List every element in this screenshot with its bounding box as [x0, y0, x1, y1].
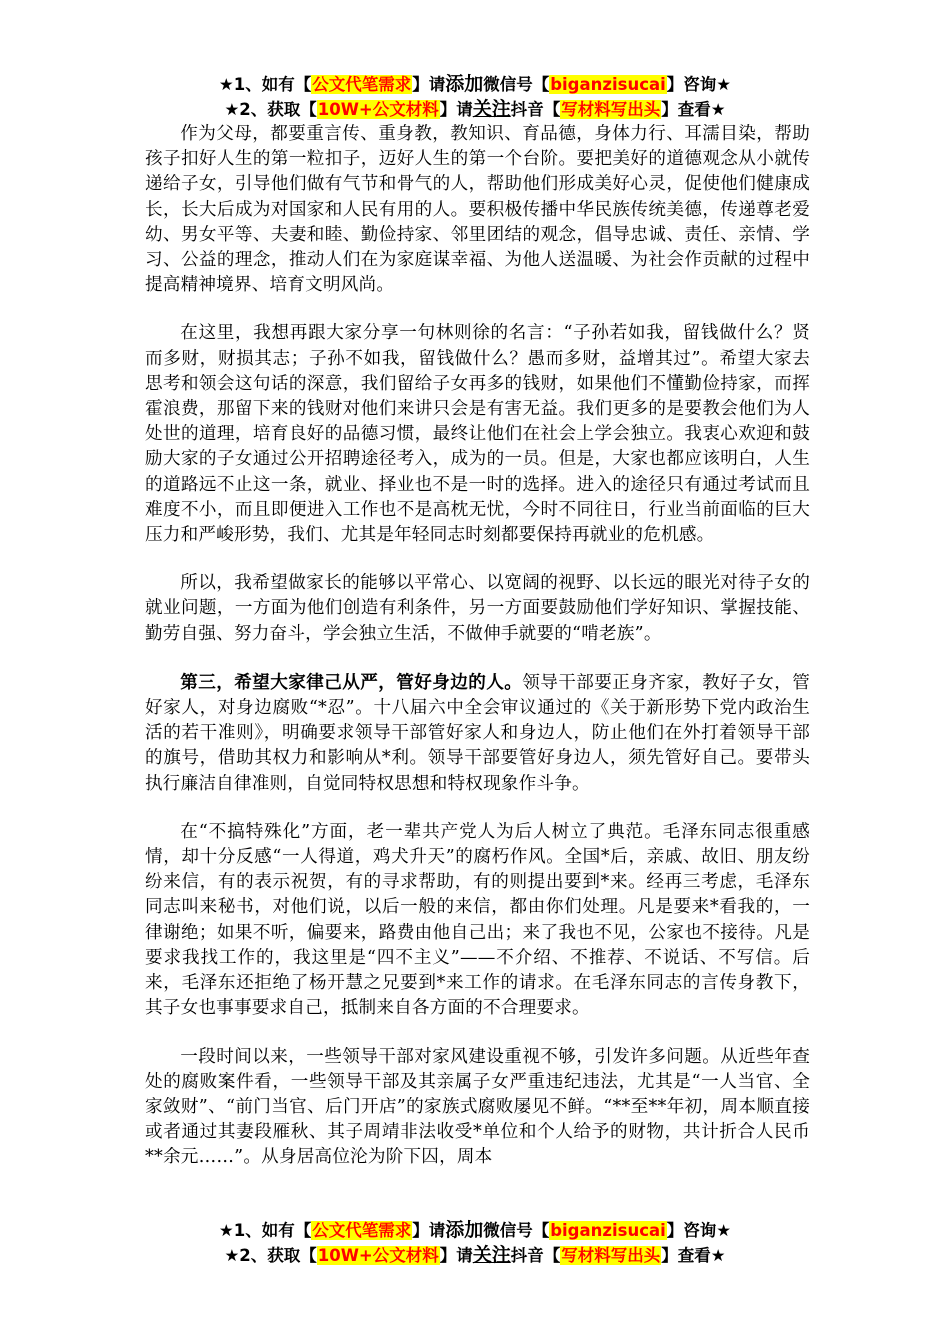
highlight-wechat-id: biganzisucai	[550, 75, 666, 94]
paragraph-6: 一段时间以来，一些领导干部对家风建设重视不够，引发许多问题。从近些年查处的腐败案件看，一些领导干部及其亲属子女严重违纪违法，尤其是“一人当官、全家敛财”、“前门当官、后门开店”的家族式腐败屡见不鲜。“**至**年初，周本顺直接或者通过其妻段雁秋、其子周靖非法收受*单位和个人给予的财物，共计折合人民币**余元……”。从身居高位沦为阶下囚，周本	[145, 1046, 810, 1168]
paragraph-1: 作为父母，都要重言传、重身教，教知识、育品德，身体力行、耳濡目染，帮助孩子扣好人生的第一粒扣子，迈好人生的第一个台阶。要把美好的道德观念从小就传递给子女，引导他们做有气节和骨气的人，帮助他们形成美好心灵，促使他们健康成长，长大后成为对国家和人民有用的人。要积极传播中华民族传统美德，传递尊老爱幼、男女平等、夫妻和睦、勤俭持家、邻里团结的观念，倡导忠诚、责任、亲情、学习、公益的理念，推动人们在为家庭谋幸福、为他人送温暖、为社会作贡献的过程中提高精神境界、培育文明风尚。	[145, 124, 810, 296]
emphasis-follow: 关注	[472, 98, 511, 120]
paragraph-4: 第三，希望大家律己从严，管好身边的人。领导干部要正身齐家，教好子女，管好家人，对身边腐败“*忍”。十八届六中全会审议通过的《关于新形势下党内政治生活的若干准则》，明确要求领导干部管好家人和身边人，防止他们在外打着领导干部的旗号，借助其权力和影响从*利。领导干部要管好身边人，须先管好自己。要带头执行廉洁自律准则，自觉同特权思想和特权现象作斗争。	[145, 671, 811, 794]
highlight-service: 公文代笔需求	[312, 75, 412, 94]
highlight-service: 公文代笔需求	[312, 1221, 412, 1240]
emphasis-add: 添加	[445, 73, 484, 95]
paragraph-2: 在这里，我想再跟大家分享一句林则徐的名言：“子孙若如我，留钱做什么？贤而多财，财损其志；子孙不如我，留钱做什么？愚而多财，益增其过”。希望大家去思考和领会这句话的深意，我们留给子女再多的钱财，如果他们不懂勤俭持家，而挥霍浪费，那留下来的钱财对他们来讲只会是有害无益。我们更多的是要教会他们为人处世的道理，培育良好的品德习惯，最终让他们在社会上学会独立。我衷心欢迎和鼓励大家的子女通过公开招聘途径考入，成为的一员。但是，大家也都应该明白，人生的道路远不止这一条，就业、择业也不是一时的选择。进入的途径只有通过考试而且难度不小，而且即便进入工作也不是高枕无忧，今时不同往日，行业当前面临的巨大压力和严峻形势，我们、尤其是年轻同志时刻都要保持再就业的危机感。	[145, 323, 810, 546]
header-banner	[0, 72, 950, 122]
star-icon: ★	[224, 1246, 240, 1265]
banner-line-2: ★2、获取【10W+公文材料】请关注抖音【写材料写出头】查看★	[224, 1244, 726, 1266]
footer-banner	[0, 1218, 950, 1268]
highlight-douyin-id: 写材料写出头	[561, 100, 661, 119]
highlight-wechat-id: biganzisucai	[550, 1221, 666, 1240]
emphasis-add: 添加	[445, 1219, 484, 1241]
highlight-douyin-id: 写材料写出头	[561, 1246, 661, 1265]
paragraph-3: 所以，我希望做家长的能够以平常心、以宽阔的视野、以长远的眼光对待子女的就业问题，一方面为他们创造有利条件，另一方面要鼓励他们学好知识、掌握技能、勤劳自强、努力奋斗，学会独立生活，不做伸手就要的“啃老族”。	[145, 573, 810, 644]
body-text	[145, 122, 810, 1194]
section-heading: 第三，希望大家律己从严，管好身边的人。	[180, 671, 523, 693]
highlight-materials: 10W+公文材料	[317, 100, 439, 119]
star-icon: ★	[218, 1221, 234, 1240]
highlight-materials: 10W+公文材料	[317, 1246, 439, 1265]
banner-line-2: ★2、获取【10W+公文材料】请关注抖音【写材料写出头】查看★	[224, 98, 726, 120]
banner-line-1: ★1、如有【公文代笔需求】请添加微信号【biganzisucai】咨询★	[218, 73, 732, 95]
banner-line-1: ★1、如有【公文代笔需求】请添加微信号【biganzisucai】咨询★	[218, 1219, 732, 1241]
emphasis-follow: 关注	[472, 1244, 511, 1266]
paragraph-5: 在“不搞特殊化”方面，老一辈共产党人为后人树立了典范。毛泽东同志很重感情，却十分反感“一人得道，鸡犬升天”的腐朽作风。全国*后，亲戚、故旧、朋友纷纷来信，有的表示祝贺，有的寻求帮助，有的则提出要到*来。经再三考虑，毛泽东同志叫来秘书，对他们说，以后一般的来信，都由你们处理。凡是要来*看我的，一律谢绝；如果不听，偏要来，路费由他自己出；来了我也不见，公家也不接待。凡是要求我找工作的，我这里是“四不主义”——不介绍、不推荐、不说话、不写信。后来，毛泽东还拒绝了杨开慧之兄要到*来工作的请求。在毛泽东同志的言传身教下，其子女也事事要求自己，抵制来自各方面的不合理要求。	[145, 821, 810, 1019]
star-icon: ★	[224, 100, 240, 119]
star-icon: ★	[218, 75, 234, 94]
